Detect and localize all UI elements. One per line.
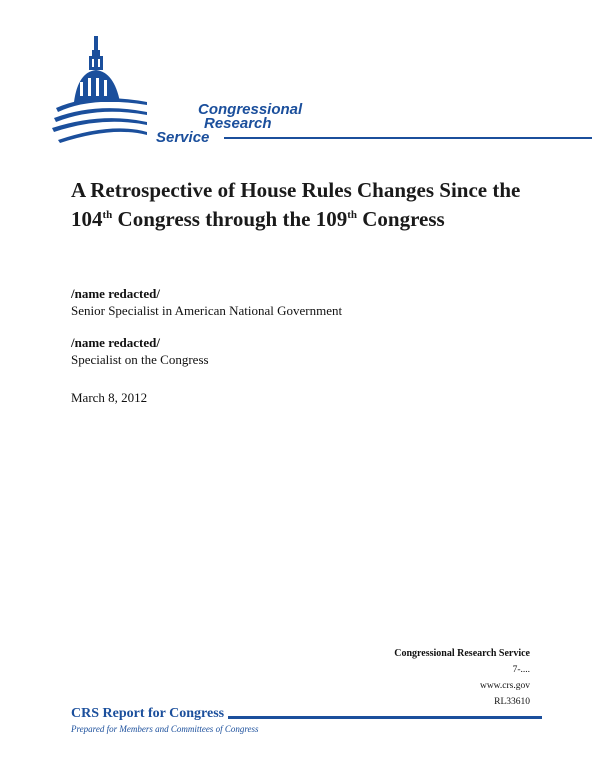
logo-line-service: Service <box>156 129 210 146</box>
report-title: A Retrospective of House Rules Changes Since the 104th Congress through the 109th Congress <box>71 178 521 231</box>
author-name: /name redacted/ <box>71 335 160 350</box>
footer-title: CRS Report for Congress <box>71 706 225 721</box>
author-role: Specialist on the Congress <box>71 352 209 367</box>
crs-report-id: RL33610 <box>494 697 530 707</box>
footer-rule <box>228 716 542 719</box>
author-block-2 <box>71 334 209 368</box>
crs-contact-block <box>394 646 530 710</box>
logo-line-congressional: Congressional <box>198 101 303 118</box>
crs-org-name: Congressional Research Service <box>394 648 530 659</box>
logo-rule <box>224 137 592 139</box>
logo-line-research: Research <box>204 115 272 132</box>
crs-phone: 7-.... <box>512 665 530 675</box>
crs-logo <box>52 32 542 147</box>
author-role: Senior Specialist in American National Government <box>71 303 343 318</box>
report-date: March 8, 2012 <box>71 390 148 405</box>
author-block-1 <box>71 285 342 319</box>
author-name: /name redacted/ <box>71 286 160 301</box>
capitol-dome-icon <box>52 32 152 147</box>
footer-subtitle: Prepared for Members and Committees of Congress <box>71 724 259 734</box>
crs-website-link[interactable]: www.crs.gov <box>479 681 530 691</box>
